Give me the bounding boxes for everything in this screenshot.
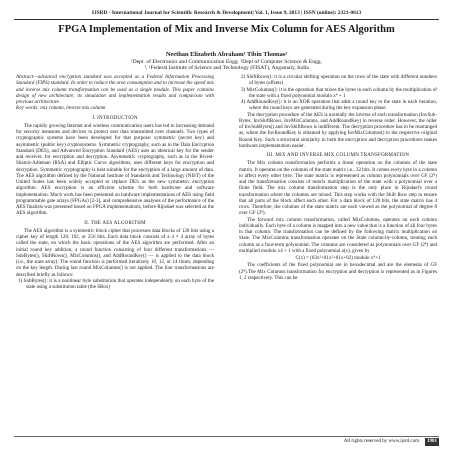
footer-copyright: All rights reserved by www.ijsrd.com bbox=[343, 439, 419, 444]
paper-affiliations bbox=[30, 59, 423, 72]
mix-column-paragraph: The Mix column transformation performs a linear operation on the columns of the state matrix. It operates on the columns of the state matrix i.e., 32 bits. It comes every byte in a column to affect every other byte. The state matrix is represented as column polynomials over GF (2⁸) and the transformation consists of matrix multiplication of the state with a polynomial over a finite field. The mix column transformation step is the only place in Rijndael's round transformation where the columns are mixed. This step works with the Shift Row step to ensure that all parts of the block affect each other. For a data block of 128 bits, the state matrix has 4 rows. Therefore, the columns of the state matrix are each viewed as the polynomial of degree 8 over GF (2⁸). bbox=[239, 160, 437, 217]
intro-paragraph: The rapidly growing Internet and wireless communication users has led to increasing demand for security measures and devices to protect user data transmitted over channels. Two types of cryptographic systems have been developed for that purpose: symmetric (secret key) and asymmetric (public key) cryptosystems. Symmetric cryptography, such as in the Data Encryption Standard (DES), and Advanced Encryption Standard (AES) uses an identical key for the sender and receiver, for encryption and decryption. Asymmetric cryptography, such as in the Rivest-Shamir-Adleman (RSA) and Elliptic Curve algorithms, uses different keys for encryption and decryption. Symmetric cryptography is best suitable for the encryption of a large amount of data. The AES algorithm defined by the National Institute of Standards and Technology (NIST) of the United States has been widely accepted to replace DES as the new symmetric encryption algorithm. AES encryption is an efficient scheme for both hardware and software implementation. Much work has been presented on hardware implementations of AES using field programmable gate arrays (FPGAs) [2-3], and comprehensive analyses of the performance of the AES finalists was presented based on FPGA implementations, before Rijndael was selected as the AES algorithm. bbox=[16, 122, 214, 217]
section-heading-aes-algorithm: II. THE AES ALGORITHM bbox=[84, 219, 146, 226]
decryption-paragraph: The decryption procedure of the AES is normally the inverse of each transformation (InvSub-Bytes, InvShiftRows, InvMixColumns, and AddRoundKey) in reverse order. However, the order of InvSubBytes() and InvShiftRows is indifferent. The decryption procedure has to be rearranged as, where the InvRoundKey is obtained by applying InvMixColumns() to the respective original Round Key. Such a structural similarity in both the encryption and decryption procedures makes hardware implementation easier. bbox=[239, 111, 437, 149]
abstract: Abstract—advanced encryption standard was accepted as a Federal Information Processing Standard (FIPS) standard. In order to reduce the area consumption and to increase the speed mix and inverse mix column transformation can be used as a single module. This paper contains design of new architecture, its simulation and implementation results and comparison with previous architecture. bbox=[16, 74, 214, 105]
left-column bbox=[16, 74, 214, 290]
page-number: 1981 bbox=[427, 439, 437, 444]
list-item-addroundkey: 4) AddRoundKey(): it is an XOR operation that adds a round key to the state in each iteration, where the round keys are generated during the key expansion phase. bbox=[241, 99, 437, 112]
section-heading-introduction: I. INTRODUCTION bbox=[92, 114, 138, 121]
header-divider bbox=[14, 19, 439, 20]
affiliation-line-2: ¹, ²Federal Institute of Science and Technology (FISAT), Angamaly, India bbox=[144, 65, 309, 72]
polynomial-equation: C(x) = (03x³+01x²+01x+02) modulo x⁴+1 bbox=[295, 255, 381, 261]
right-column bbox=[239, 74, 437, 281]
list-item-shiftrows: 2) ShiftRows(): it is a circular shifting operation on the rows of the state with different numbers of bytes (offsets) bbox=[241, 74, 437, 87]
affiliation-line-1: ¹Dept. of Electronics and Communication Engg. ²Dept of Computer Science & Engg. bbox=[130, 59, 322, 65]
footer-divider bbox=[14, 436, 439, 437]
aes-paragraph: The AES algorithm is a symmetric block cipher that processes data blocks of 128 bits using a cipher key of length 128, 192, or 256 bits. Each data block consists of a 4 × 4 array of bytes called the state, on which the basic operations of the AES algorithm are performed. After an initial round key addition, a round function consisting of four different transformations — SubBytes(), ShiftRows(), MixColumns(), and AddRoundKey() — is applied to the data block (i.e., the state array). The round function is performed iteratively 10, 12, or 14 times, depending on the key length. During last round MixColumns() is not applied. The four transformations are described briefly as follows: bbox=[16, 227, 214, 278]
paper-title: FPGA Implementation of Mix and Inverse Mix Column for AES Algorithm bbox=[58, 24, 395, 35]
coefficients-paragraph: The coefficients of the fixed polynomial are in hexadecimal and are the elements of GF (2⁸).The Mix Columns transformation for encryption and decryption is represented as in Figures 1, 2 respectively. This can be bbox=[239, 262, 437, 281]
paper-authors: Neethan Elizabeth Abraham¹ Tibin Thomas² bbox=[165, 51, 288, 58]
list-item-subbytes: 1) SubBytes(): it is a nonlinear byte substitution that operates independently on each byte of the state using a substitution table (the SBox) bbox=[18, 277, 214, 290]
keywords: Key words: mix column, inverse mix column bbox=[16, 105, 106, 112]
section-heading-mix-column: III. MIX AND INVERSE MIX COLUMN TRANSFORMATION bbox=[266, 152, 410, 158]
journal-header: IJSRD - International Journal for Scientific Research & Development| Vol. 1, Issue 9, 2013 | ISSN (online): 2321-0613 bbox=[91, 10, 362, 16]
list-item-mixcolumns: 3) MixColumns(): it is the operation that mixes the bytes in each column by the multiplication of the state with a fixed polynomial modulo x⁴ + 1 bbox=[241, 86, 437, 99]
forward-mix-paragraph: The forward mix column transformation, called MixColumns, operates on each column individually. Each byte of a column is mapped into a new value that is a function of all four bytes in that column. The transformation can be defined by the following matrix multiplication on State. The MixColumns transformation operates on the State column-by-column, treating each column as a four-term polynomial. The columns are considered as polynomials over GF (2⁸) and multiplied modulo x4 + 1 with a fixed polynomial a(x), given by bbox=[239, 216, 437, 254]
